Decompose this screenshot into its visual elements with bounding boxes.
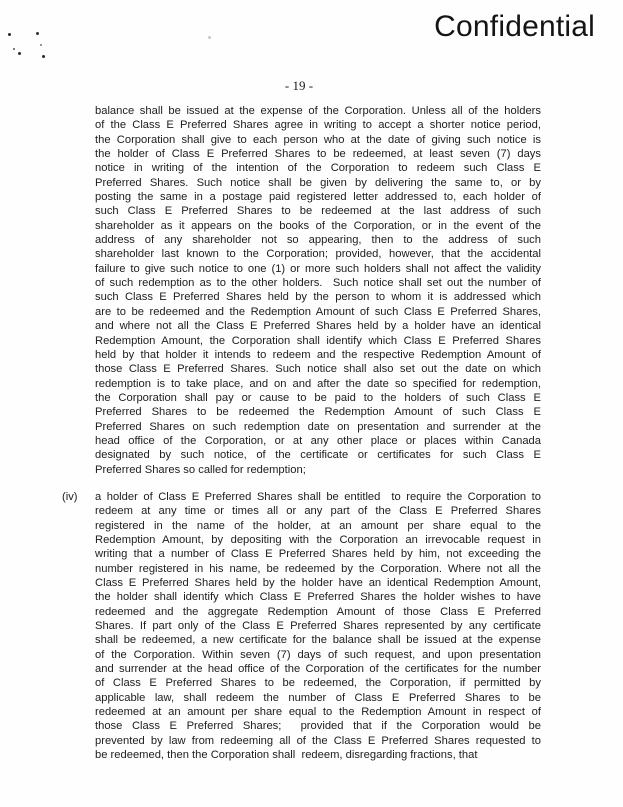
text-line: prevented by law from redeeming all of the Class E Preferred Shares requested to — [95, 734, 541, 747]
text-line: held by that holder it intends to redeem and the respective Redemption Amount of — [95, 348, 541, 361]
text-line: the holder of Class E Preferred Shares to be redeemed, at least seven (7) days — [95, 148, 541, 161]
text-line: the Corporation shall pay or cause to be paid to the holders of such Class E — [95, 391, 541, 404]
text-line: Class E Preferred Shares held by the holder have an identical Redemption Amount, — [95, 577, 541, 589]
text-line: balance shall be issued at the expense of the Corporation. Unless all of the holders — [95, 105, 541, 117]
text-line: Preferred Shares on such redemption date on presentation and surrender at the — [95, 420, 541, 433]
text-line: redeemed and the aggregate Redemption Amount of those Class E Preferred — [95, 605, 541, 618]
confidential-stamp: Confidential — [434, 10, 595, 43]
paragraph-lines — [95, 490, 541, 763]
text-line: Shares. If part only of the Class E Preferred Shares represented by any certificate — [95, 620, 541, 633]
text-line: Preferred Shares. Such notice shall be given by delivering the same to, or by — [95, 176, 541, 189]
text-line: and where not all the Class E Preferred Shares held by a holder have an identical — [95, 320, 541, 333]
text-line: Preferred Shares so called for redemption; — [95, 463, 306, 476]
text-line: redemption is to take place, and on and after the date so specified for redemption, — [95, 377, 541, 390]
text-line: failure to give such notice to one (1) or more such holders shall not affect the validity — [95, 262, 541, 275]
text-line: shall be redeemed, a new certificate for the balance shall be issued at the expense — [95, 634, 541, 647]
text-line: of such redemption as to the other holders. Such notice shall set out the number of — [95, 277, 541, 290]
document-body — [62, 104, 541, 762]
text-line: designated by such notice, of the certificate or certificates for such Class E — [95, 449, 541, 462]
text-line: the Corporation shall give to each person who at the date of giving such notice is — [95, 133, 541, 146]
text-line: posting the same in a postage paid registered letter addressed to, each holder of — [95, 191, 541, 204]
text-line: those Class E Preferred Shares. Such notice shall also set out the date on which — [95, 363, 541, 376]
text-line: be redeemed, then the Corporation shall redeem, disregarding fractions, that — [95, 749, 478, 762]
text-line: address of any shareholder not so appearing, then to the address of such — [95, 234, 541, 247]
text-line: redeem at any time or times all or any part of the Class E Preferred Shares — [95, 505, 541, 518]
text-line: Redemption Amount, by depositing with the Corporation an irrevocable request in — [95, 533, 541, 546]
text-line: writing that a number of Class E Preferred Shares held by him, not exceeding the — [95, 548, 541, 561]
text-line: of the Class E Preferred Shares agree in writing to accept a shorter notice period, — [95, 119, 541, 132]
scan-speckle — [42, 55, 45, 58]
paragraph — [95, 104, 541, 477]
text-line: shareholder last known to the Corporation; provided, however, that the accidental — [95, 248, 541, 261]
text-line: such Class E Preferred Shares held by the person to whom it is addressed which — [95, 291, 541, 304]
scan-speckle — [8, 33, 11, 36]
scan-speckle — [40, 44, 42, 46]
scan-speckle — [208, 36, 211, 39]
text-line: redeemed at an amount per share equal to the Redemption Amount in respect of — [95, 706, 541, 719]
text-line: applicable law, shall redeem the number of Class E Preferred Shares to be — [95, 691, 541, 704]
scan-speckle — [13, 48, 15, 50]
text-line: shareholder as it appears on the books of the Corporation, or in the event of the — [95, 219, 541, 232]
page-number: - 19 - — [284, 78, 314, 93]
text-line: a holder of Class E Preferred Shares shall be entitled to require the Corporation to — [95, 490, 541, 503]
text-line: such Class E Preferred Shares to be redeemed at the last address of such — [95, 205, 541, 218]
scan-speckle — [36, 32, 39, 35]
paragraph-lines — [95, 104, 541, 477]
paragraph-marker: (iv) — [62, 490, 78, 503]
text-line: those Class E Preferred Shares; provided that if the Corporation would be — [95, 720, 541, 733]
text-line: Redemption Amount, the Corporation shall identify which Class E Preferred Shares — [95, 334, 541, 347]
scan-speckle — [18, 52, 21, 55]
paragraph — [62, 490, 541, 763]
text-line: of the Corporation. Within seven (7) days of such request, and upon presentation — [95, 648, 541, 661]
text-line: registered in the name of the holder, at an amount per share equal to the — [95, 519, 541, 532]
text-line: the holder shall identify which Class E Preferred Shares the holder wishes to have — [95, 591, 541, 604]
text-line: notice in writing of the intention of the Corporation to redeem such Class E — [95, 162, 541, 175]
text-line: of Class E Preferred Shares to be redeemed, the Corporation, if permitted by — [95, 677, 541, 690]
text-line: number registered in his name, be redeemed by the Corporation. Where not all the — [95, 562, 541, 575]
text-line: are to be redeemed and the Redemption Amount of such Class E Preferred Shares, — [95, 305, 541, 318]
text-line: Preferred Shares to be redeemed the Redemption Amount of such Class E — [95, 406, 541, 419]
text-line: head office of the Corporation, or at any other place or places within Canada — [95, 434, 541, 447]
text-line: and surrender at the head office of the Corporation of the certificates for the number — [95, 663, 541, 676]
